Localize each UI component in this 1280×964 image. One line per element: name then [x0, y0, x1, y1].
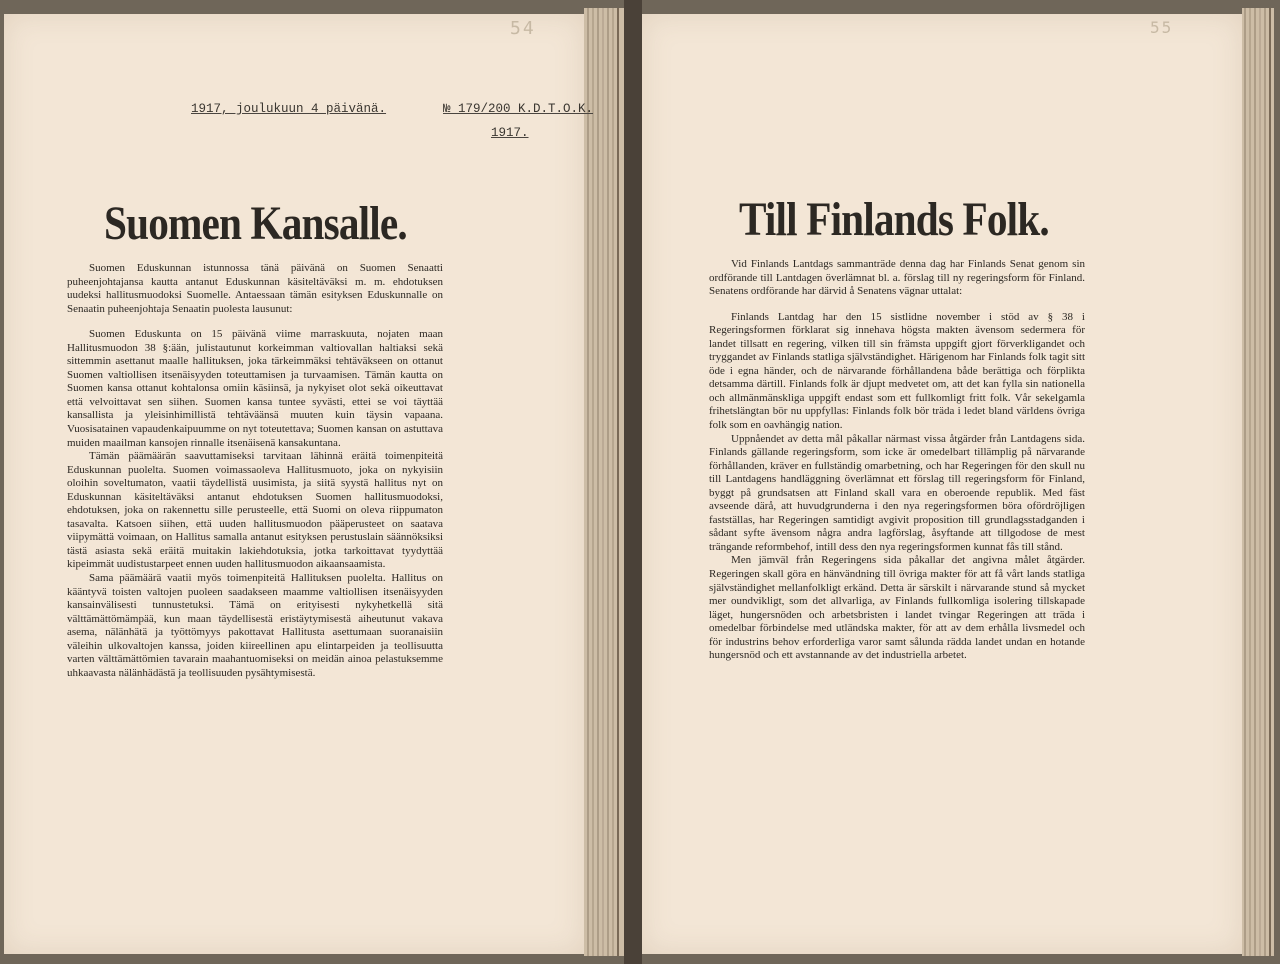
swedish-body: [709, 258, 1085, 663]
swedish-paragraph-3: Uppnåendet av detta mål påkallar närmast vissa åtgärder från Lantdagens sida. Finlands gällande regeringsform, som icke är omedelbart tillämplig på närvarande förhållanden, kräver en fullständig omarbetning, och har Regeringen för den skull nu till Lantdagens handläggning överlämnat ett förslag till regeringsform för Finland, byggt på grundsatsen att Finland skall vara en oberoende republik. Med fäst avseende därå, att huvudgrunderna i den nya regeringsformen böra ofördröjligen fastställas, har Regeringen samtidigt avgivit proposition till grundlagsstadganden i sådant syfte ävensom några andra lagförslag, åsyftande att tillgodose de mest trängande reformbehof, intill dess den nya regeringsformen kunnat fås till stånd.: [709, 432, 1085, 553]
book-gutter: [624, 0, 642, 964]
left-page-number: 54: [510, 18, 536, 39]
finnish-heading: Suomen Kansalle.: [104, 197, 407, 250]
finnish-paragraph-1: Suomen Eduskunnan istunnossa tänä päivänä on Suomen Senaatti puheenjohtajansa kautta antanut Eduskunnan käsiteltäväksi m. m. ehdotuksen uudeksi hallitusmuodoksi Suomelle. Antaessaan tämän esityksen Eduskunnalle on Senaatin puheenjohtaja Senaatin puolesta lausunut:: [67, 262, 443, 315]
swedish-heading: Till Finlands Folk.: [739, 193, 1049, 246]
typed-year: 1917.: [491, 126, 529, 140]
left-page-edges: [584, 8, 624, 956]
swedish-paragraph-1: Vid Finlands Lantdags sammanträde denna dag har Finlands Senat genom sin ordförande till Lantdagen överlämnat bl. a. förslag till ny regeringsform för Finland. Senatens ordförande har därvid å Senatens vägnar uttalat:: [709, 258, 1085, 298]
finnish-paragraph-4: Sama päämäärä vaatii myös toimenpiteitä Hallituksen puolelta. Hallitus on kääntyvä toisten valtojen puoleen saadakseen maamme valtiollisen itsenäisyyden kansainvälisesti tunnustetuksi. Tämä on erityisesti nykyhetkellä sitä välttämättömämpää, kun maan täydellisestä eristäytymisestä aiheutunut vakava asema, nälänhätä ja työttömyys pakottavat Hallitusta asettumaan suoranaisiin väleihin ulkovaltojen kanssa, joiden kiireellinen apu elintarpeiden ja teollisuutta varten välttämättömien tavarain maahantuomiseksi on meidän ainoa pelastuksemme uhkaavasta nälänhädästä ja teollisuuden pysähtymisestä.: [67, 572, 443, 679]
finnish-paragraph-2: Suomen Eduskunta on 15 päivänä viime marraskuuta, nojaten maan Hallitusmuodon 38 §:ään, julistautunut korkeimman valtiovallan haltiaksi sekä sittemmin asettanut maalle hallituksen, joka tärkeimmäksi tehtäväkseen on ottanut Suomen valtiollisen itsenäisyyden toteuttamisen ja turvaamisen. Tämän kautta on Suomen kansa ottanut kohtalonsa omiin käsiinsä, ja nykyiset olot sekä oikeuttavat että velvoittavat sen siihen. Suomen kansa tuntee syvästi, ettei se voi täyttää kansallista ja yleisinhimillistä tehtäväänsä muuten kuin täysin vapaana. Vuosisatainen vapaudenkaipuumme on nyt toteutettava; Suomen kansan on astuttava muiden maailman kansojen rinnalle itsenäisenä kansakuntana.: [67, 328, 443, 449]
swedish-paragraph-4: Men jämväl från Regeringens sida påkallar det angivna målet åtgärder. Regeringen skall göra en hänvändning till övriga makter för att få vårt lands statliga självständighet mellanfolkligt erkänd. Detta är särskilt i närvarande stund så mycket mer oundvikligt, som det allvarliga, av Finlands fullkomliga isolering tillskapade läget, hungersnöden och arbetsbristen i landet tvingar Regeringen att träda i omedelbar förbindelse med utländska makter, för att av dem erhålla livsmedel och för industrins behov erforderliga varor samt sålunda rädda landet undan en hotande hungersnöd och ett avstannande av det industriella arbetet.: [709, 554, 1085, 662]
finnish-body: [67, 262, 443, 680]
finnish-paragraph-3: Tämän päämäärän saavuttamiseksi tarvitaan lähinnä eräitä toimenpiteitä Eduskunnan puolelta. Suomen voimassaoleva Hallitusmuoto, joka on nykyisiin oloihin soveltumaton, vaatii täydellistä uusimista, ja siitä syystä hallitus nyt on Eduskunnan käsiteltäväksi antanut ehdotuksen Suomen hallitusmuodoksi, ehdotuksen, joka on rakennettu sille perusteelle, että Suomi on oleva riippumaton tasavalta. Katsoen siihen, että uuden hallitusmuodon pääperusteet on saatava viipymättä voimaan, on Hallitus samalla antanut esityksen perustuslain säännöksiksi tästä asiasta sekä eräitä muitakin lakiehdotuksia, jotka tarkoittavat tyydyttää kipeimmät uudistustarpeet ennen uuden hallitusmuodon aikaansaamista.: [67, 450, 443, 571]
swedish-paragraph-2: Finlands Lantdag har den 15 sistlidne november i stöd av § 38 i Regeringsformen förklarat sig innehava högsta makten ävensom sedermera för landet tillsatt en regering, vilken till sin främsta uppgift gjort förverkligandet och tryggandet av Finlands statliga självständighet. Härigenom har Finlands folk tagit sitt öde i egna händer, och de närvarande förhållandena både berättiga och förplikta detsamma därtill. Finlands folk är djupt medvetet om, att det kan fylla sin nationella och allmänmänskliga uppgift endast som ett fullkomligt fritt folk. Vår sekelgamla frihetslängtan bör nu uppfyllas: Finlands folk bör träda i ledet bland världens övriga folk som en oavhängig nation.: [709, 310, 1085, 432]
typed-date: 1917, joulukuun 4 päivänä.: [191, 102, 387, 116]
right-page-edges: [1242, 8, 1274, 956]
right-page-number: 55: [1150, 18, 1174, 37]
typed-document-number: № 179/200 K.D.T.O.K.: [443, 102, 594, 116]
